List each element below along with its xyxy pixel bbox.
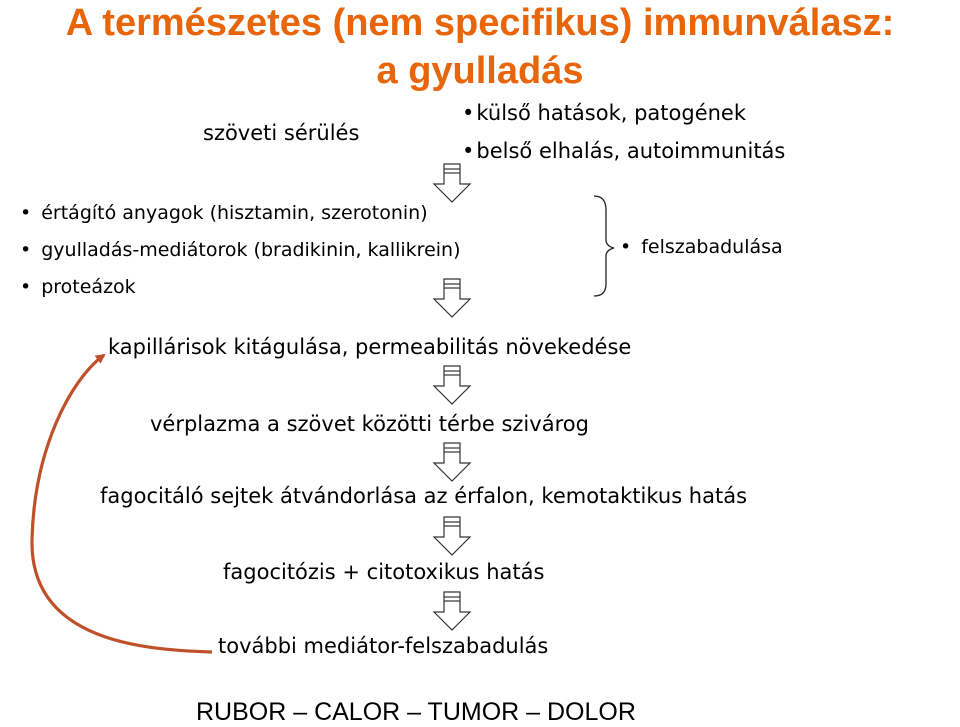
step-plasma-leak: vérplazma a szövet közötti térbe szivárog xyxy=(150,412,589,436)
cause-tissue-injury: szöveti sérülés xyxy=(203,121,360,145)
step-phagocytosis: fagocitózis + citotoxikus hatás xyxy=(223,560,545,584)
flow-arrow-4 xyxy=(434,443,470,481)
step-capillary-dilation: kapillárisok kitágulása, permeabilitás növekedése xyxy=(108,335,632,359)
step-phagocyte-migration: fagocitáló sejtek átvándorlása az érfalon, kemotaktikus hatás xyxy=(100,484,748,508)
cause-internal: • belső elhalás, autoimmunitás xyxy=(462,139,785,163)
inflammation-signs: RUBOR – CALOR – TUMOR – DOLOR xyxy=(196,698,636,726)
page-subtitle: a gyulladás xyxy=(376,50,584,92)
released-item: • értágító anyagok (hisztamin, szerotonin) xyxy=(20,202,428,224)
released-item: • gyulladás-mediátorok (bradikinin, kallikrein) xyxy=(20,239,461,261)
feedback-arrow xyxy=(32,355,212,652)
released-item: • proteázok xyxy=(20,276,136,298)
flow-arrow-3 xyxy=(434,366,470,404)
right-brace xyxy=(594,196,614,296)
flow-arrow-6 xyxy=(434,592,470,630)
cause-external: • külső hatások, patogének xyxy=(462,101,746,125)
flow-arrow-5 xyxy=(434,517,470,555)
flow-arrow-2 xyxy=(434,279,470,317)
page-title: A természetes (nem specifikus) immunválasz: xyxy=(65,2,895,44)
released-label: • felszabadulása xyxy=(620,236,783,258)
step-further-mediators: további mediátor-felszabadulás xyxy=(218,634,549,658)
flow-arrow-1 xyxy=(434,164,470,202)
